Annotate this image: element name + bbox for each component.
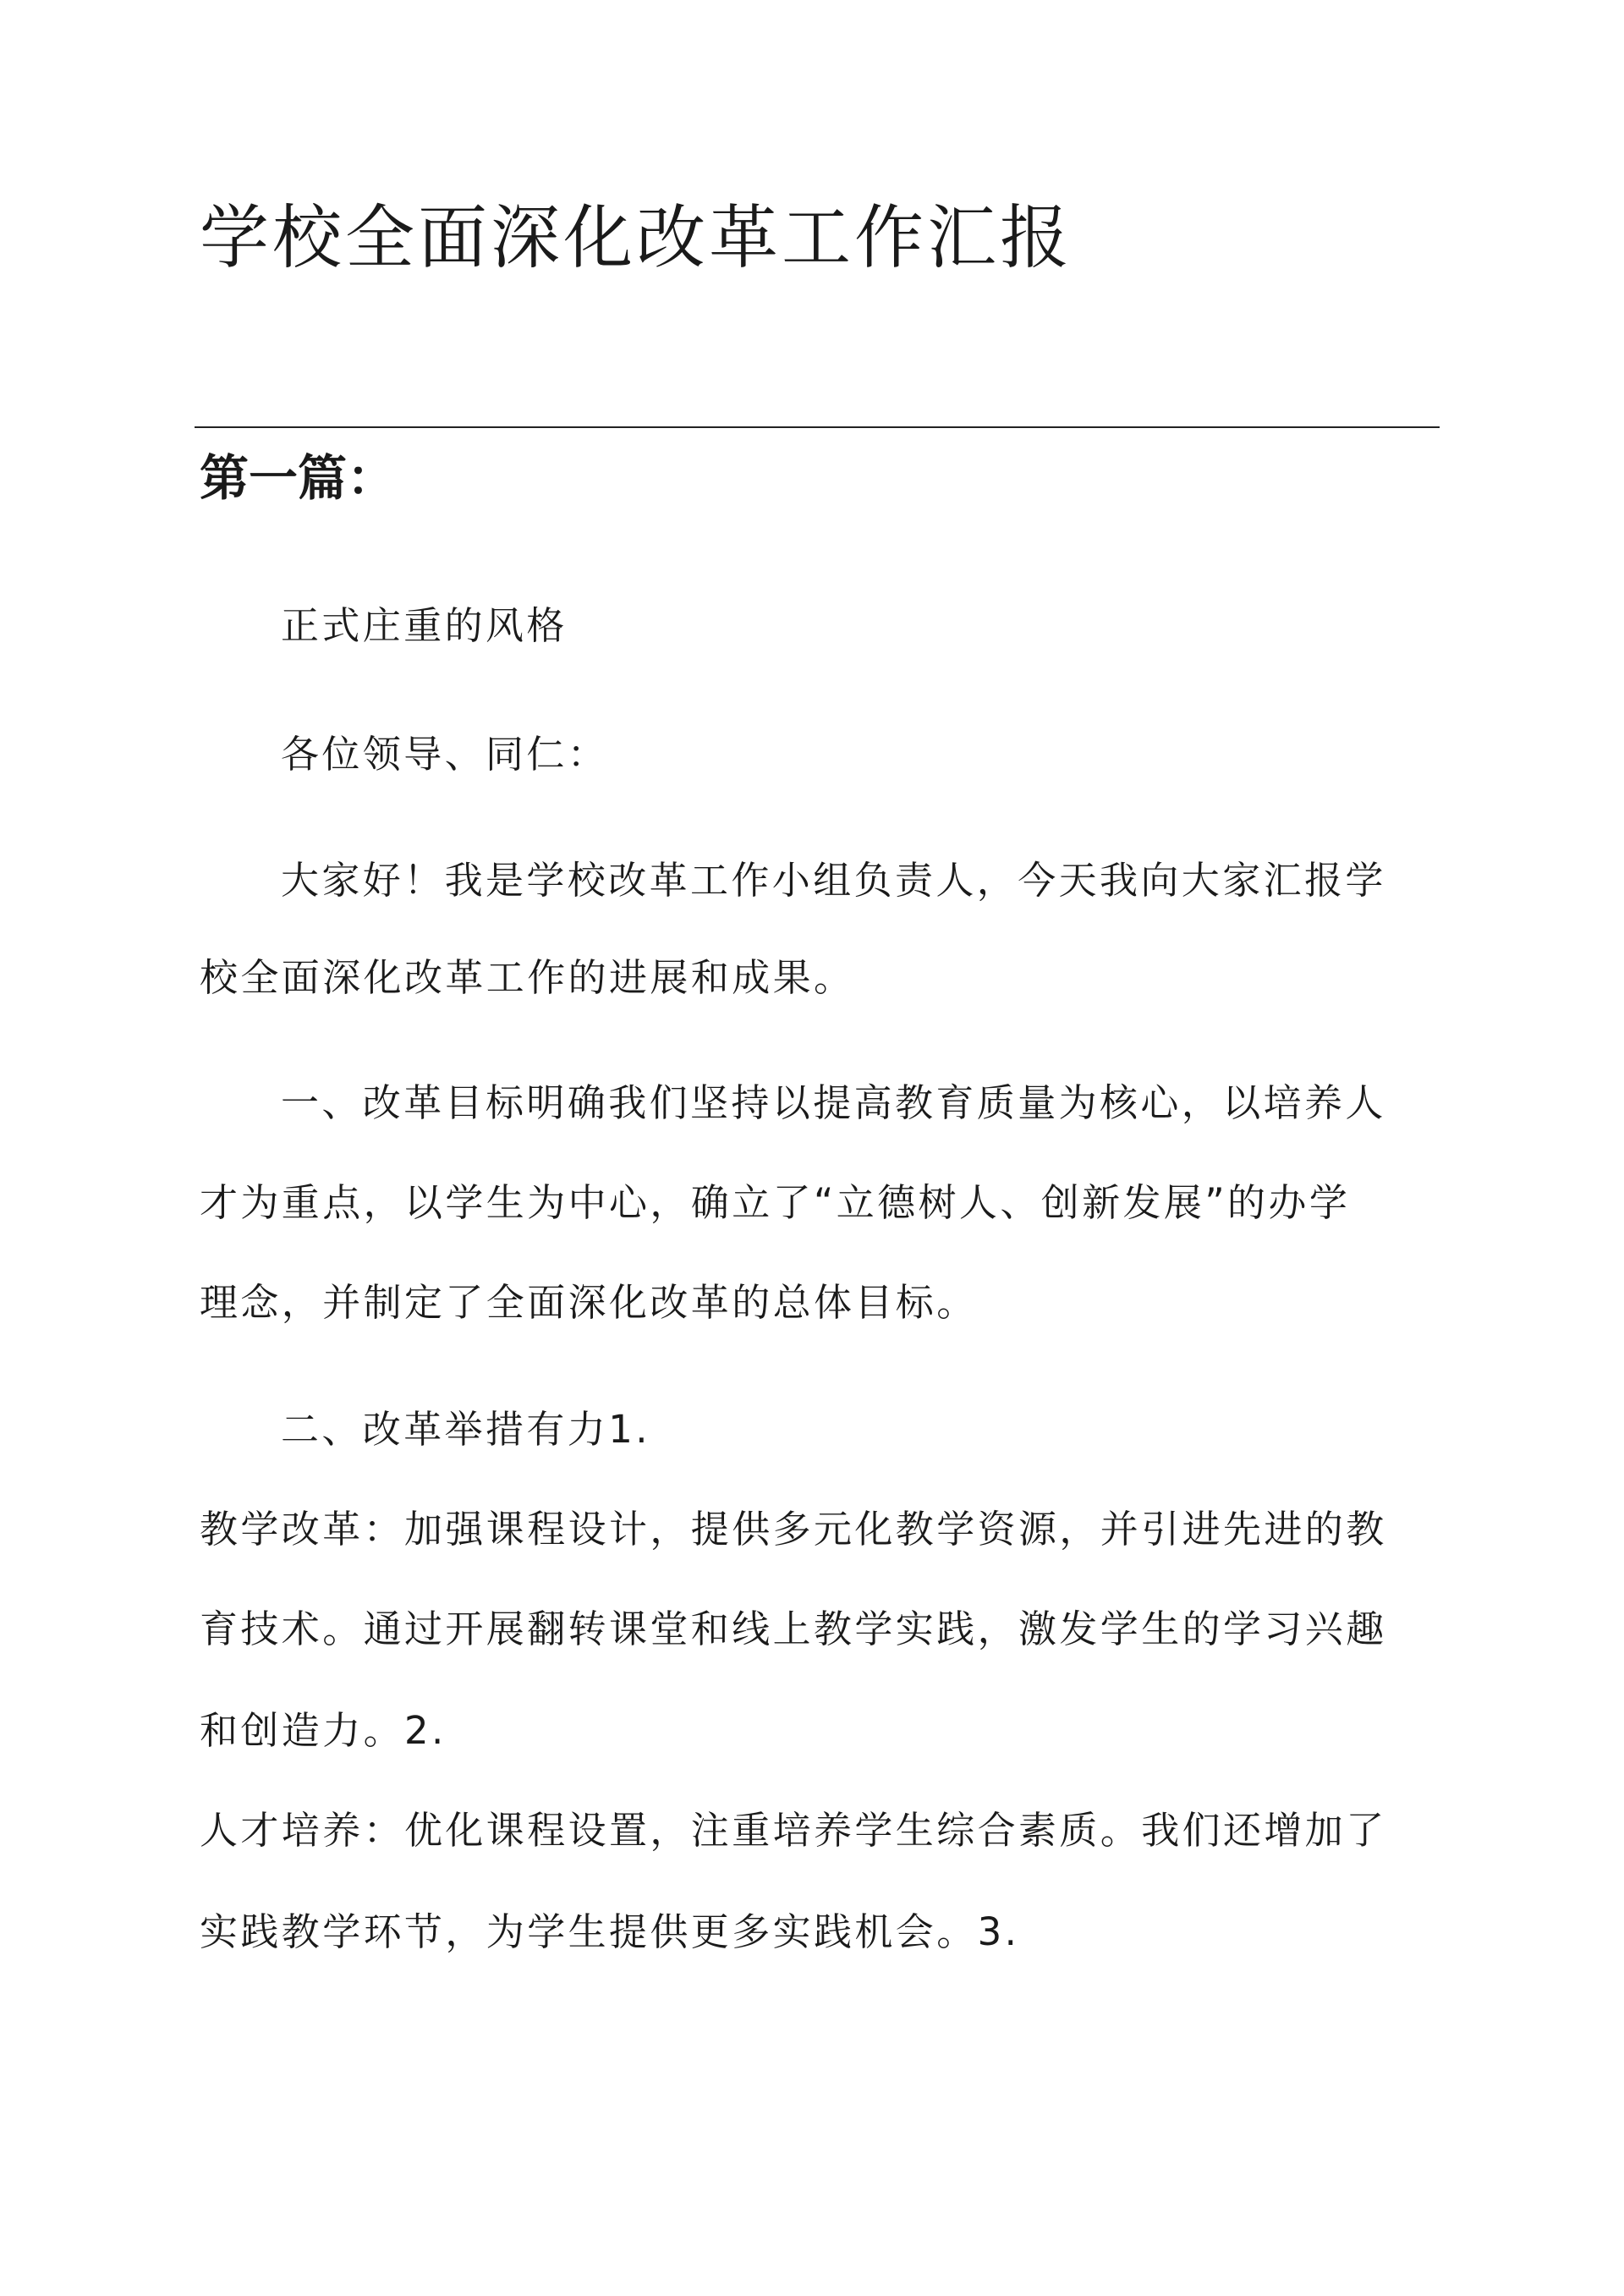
- paragraph-line: 教学改革：加强课程设计，提供多元化教学资源，并引进先进的教: [200, 1507, 1387, 1552]
- paragraph-line: 实践教学环节，为学生提供更多实践机会。3.: [200, 1909, 1020, 1954]
- salutation: 各位领导、同仁：: [281, 732, 609, 777]
- paragraph-line: 育技术。通过开展翻转课堂和线上教学实践，激发学生的学习兴趣: [200, 1607, 1387, 1651]
- paragraph-line: 和创造力。2.: [200, 1708, 447, 1753]
- paragraph-line: 二、改革举措有力1.: [281, 1407, 650, 1452]
- document-title: 学校全面深化改革工作汇报: [200, 198, 1073, 278]
- paragraph-line: 大家好！我是学校改革工作小组负责人，今天我向大家汇报学: [281, 858, 1386, 903]
- section-heading: 第一篇：: [200, 449, 397, 507]
- title-divider: [195, 426, 1440, 428]
- paragraph-line: 理念，并制定了全面深化改革的总体目标。: [200, 1280, 978, 1325]
- paragraph-line: 校全面深化改革工作的进展和成果。: [200, 955, 855, 1000]
- paragraph-line: 一、改革目标明确我们坚持以提高教育质量为核心，以培养人: [281, 1080, 1386, 1125]
- paragraph-line: 才为重点，以学生为中心，确立了“立德树人、创新发展”的办学: [200, 1180, 1351, 1225]
- style-note: 正式庄重的风格: [281, 603, 568, 648]
- paragraph-line: 人才培养：优化课程设置，注重培养学生综合素质。我们还增加了: [200, 1808, 1387, 1853]
